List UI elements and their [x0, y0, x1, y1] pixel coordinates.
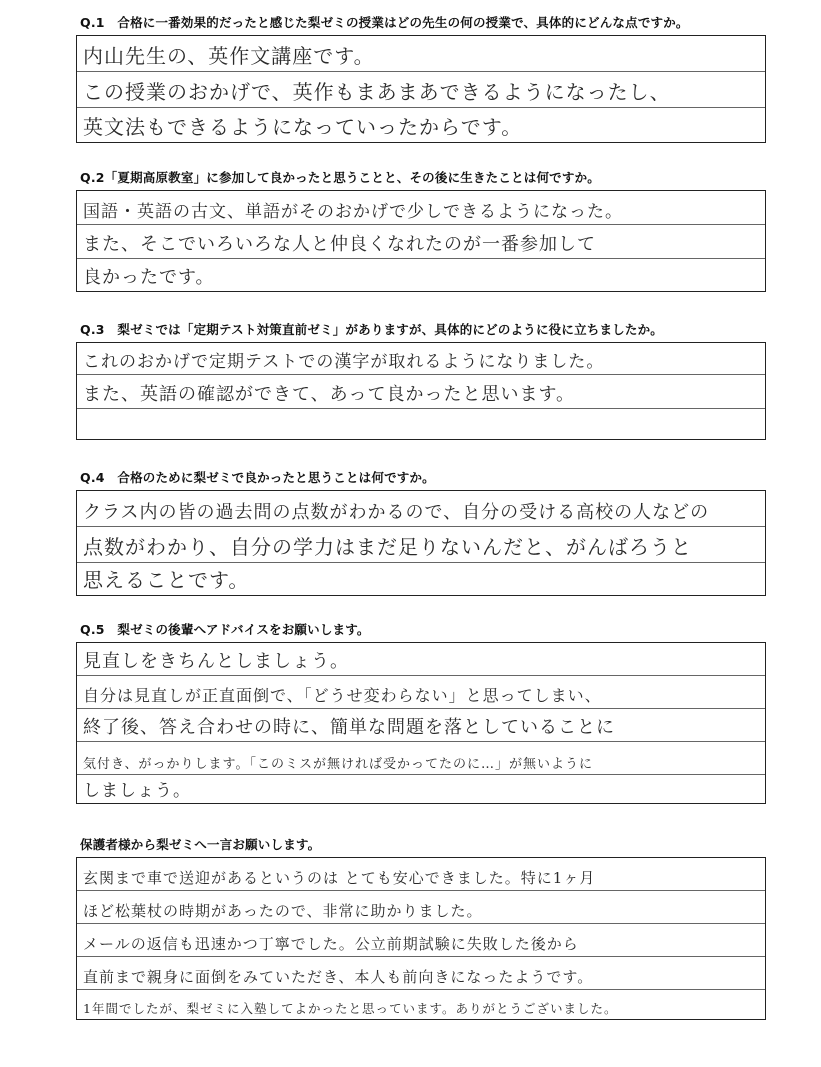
handwritten-text: メールの返信も迅速かつ丁寧でした。公立前期試験に失敗した後から [83, 935, 579, 953]
parents-comment-title: 保護者様から梨ゼミへ一言お願いします。 [80, 837, 321, 852]
handwritten-text: ほど松葉杖の時期があったので、非常に助かりました。 [83, 902, 483, 920]
answer-line [77, 225, 765, 259]
answer-line [77, 259, 765, 291]
answer-line [77, 563, 765, 595]
handwritten-text: 直前まで親身に面倒をみていただき、本人も前向きになったようです。 [83, 968, 594, 986]
answer-box-4 [76, 490, 766, 596]
answer-box-1 [76, 35, 766, 143]
answer-line [77, 676, 765, 709]
answer-line [77, 957, 765, 990]
handwritten-text: この授業のおかげで、英作もまあまあできるようになったし、 [83, 80, 671, 104]
handwritten-text: 自分は見直しが正直面倒で、「どうせ変わらない」と思ってしまい、 [83, 686, 602, 705]
handwritten-text: 国語・英語の古文、単語がそのおかげで少しできるようになった。 [83, 202, 623, 222]
question-4-title: Q.4 合格のために梨ゼミで良かったと思うことは何ですか。 [80, 470, 435, 485]
handwritten-text: 内山先生の、英作文講座です。 [83, 44, 375, 68]
handwritten-text: 点数がわかり、自分の学力はまだ足りないんだと、がんばろうと [83, 535, 692, 559]
answer-line [77, 990, 765, 1019]
answer-line [77, 858, 765, 891]
handwritten-text: 英文法もできるようになっていったからです。 [83, 115, 523, 139]
answer-box-3 [76, 342, 766, 440]
answer-line [77, 108, 765, 142]
answer-line [77, 924, 765, 957]
answer-line [77, 343, 765, 375]
handwritten-text: 気付き、がっかりします。「このミスが無ければ受かってたのに…」が無いように [83, 757, 593, 772]
answer-line [77, 891, 765, 924]
handwritten-text: 終了後、答え合わせの時に、簡単な問題を落としていることに [83, 717, 615, 738]
answer-line [77, 527, 765, 563]
question-3-title: Q.3 梨ゼミでは「定期テスト対策直前ゼミ」がありますが、具体的にどのように役に立ちましたか。 [80, 322, 663, 337]
answer-line [77, 191, 765, 225]
handwritten-text: クラス内の皆の過去問の点数がわかるので、自分の受ける高校の人などの [83, 502, 710, 523]
handwritten-text: また、英語の確認ができて、あって良かったと思います。 [83, 384, 576, 405]
question-2-title: Q.2「夏期高原教室」に参加して良かったと思うことと、その後に生きたことは何ですか。 [80, 170, 600, 185]
answer-box-5 [76, 642, 766, 804]
answer-line [77, 643, 765, 676]
handwritten-text: しましょう。 [83, 781, 191, 801]
question-5-title: Q.5 梨ゼミの後輩へアドバイスをお願いします。 [80, 622, 370, 637]
answer-line [77, 36, 765, 72]
answer-line [77, 375, 765, 409]
question-1-title: Q.1 合格に一番効果的だったと感じた梨ゼミの授業はどの先生の何の授業で、具体的にどんな点ですか。 [80, 15, 689, 30]
handwritten-text: これのおかげで定期テストでの漢字が取れるようになりました。 [83, 352, 605, 372]
answer-line [77, 742, 765, 775]
answer-line [77, 775, 765, 803]
answer-line [77, 709, 765, 742]
answer-line [77, 72, 765, 108]
handwritten-text: 1年間でしたが、梨ゼミに入塾してよかったと思っています。ありがとうございました。 [83, 1001, 618, 1016]
answer-box-parents [76, 857, 766, 1020]
handwritten-text: 玄関まで車で送迎があるというのは とても安心できました。特に1ヶ月 [83, 869, 596, 887]
answer-line [77, 491, 765, 527]
answer-line [77, 409, 765, 439]
handwritten-text: 良かったです。 [83, 267, 215, 288]
handwritten-text: 思えることです。 [83, 568, 250, 592]
answer-box-2 [76, 190, 766, 292]
handwritten-text: 見直しをきちんとしましょう。 [83, 651, 349, 672]
handwritten-text: また、そこでいろいろな人と仲良くなれたのが一番参加して [83, 234, 596, 255]
